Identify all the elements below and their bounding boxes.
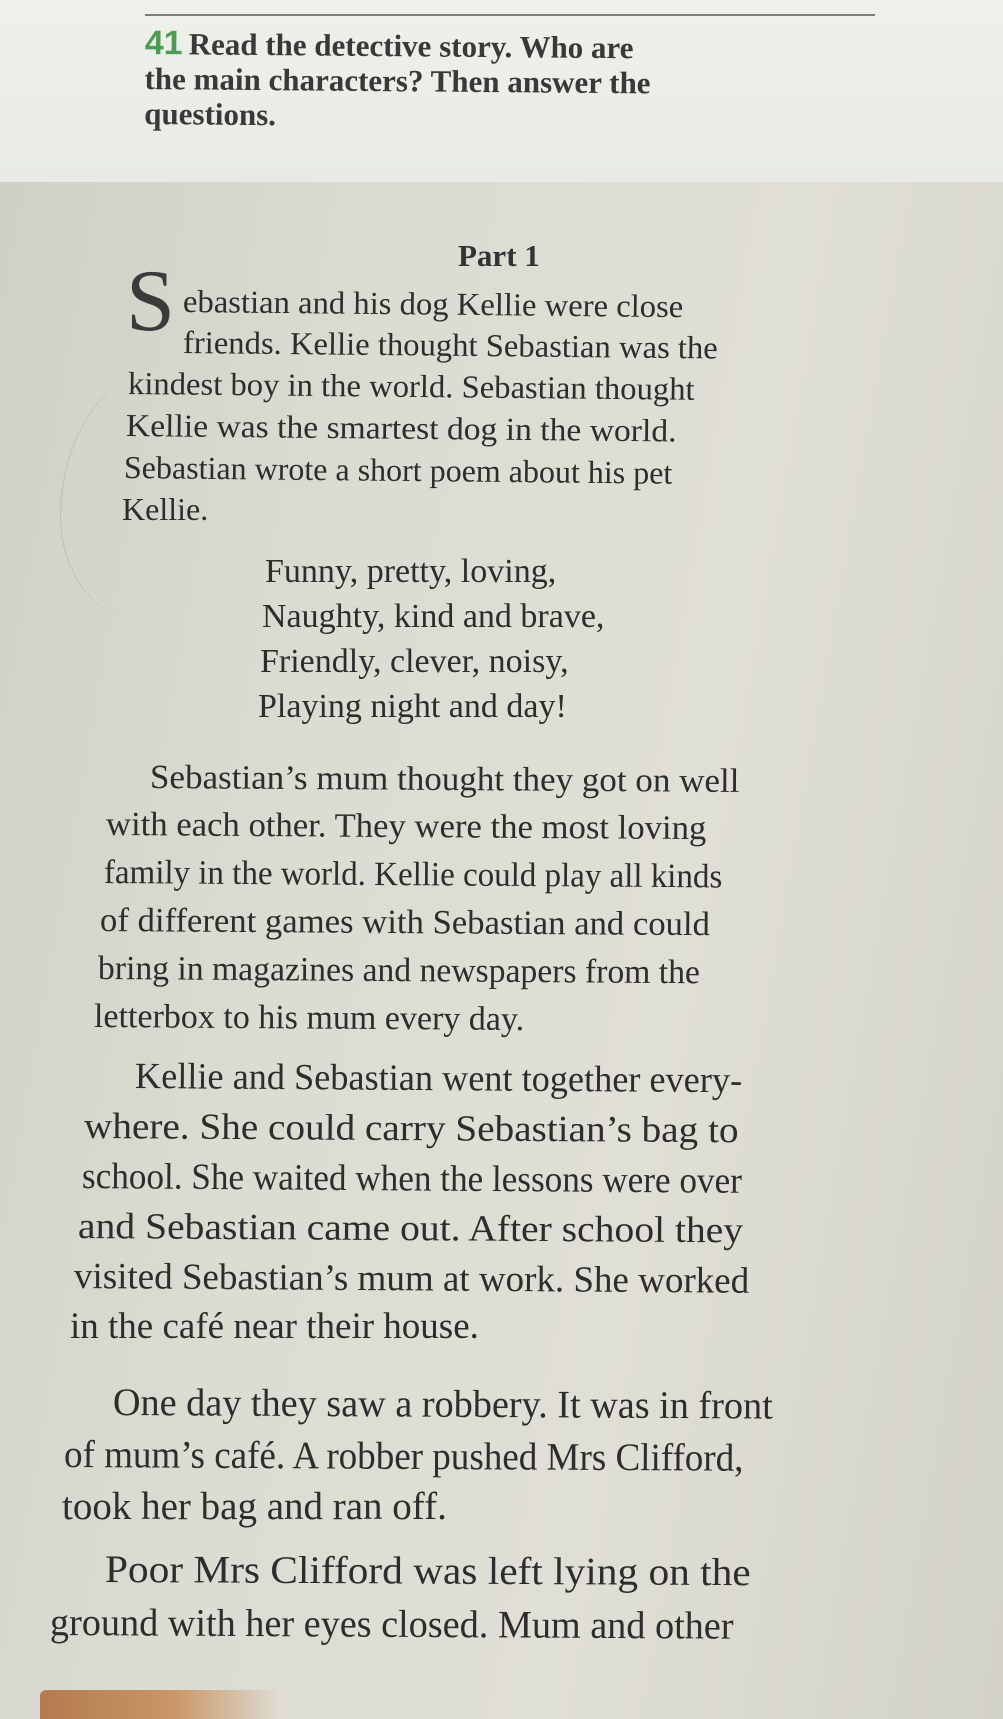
paragraph-line: kindest boy in the world. Sebastian thought	[127, 365, 695, 407]
paragraph-line: Sebastian’s mum thought they got on well	[149, 759, 740, 800]
paragraph-line: bring in magazines and newspapers from the	[97, 950, 701, 992]
exercise-number: 41	[144, 24, 183, 63]
paragraph-line: Kellie.	[122, 491, 209, 527]
paragraph-line: school. She waited when the lessons were over	[81, 1156, 742, 1202]
poem-line: Naughty, kind and brave,	[262, 598, 605, 635]
paragraph-line: where. She could carry Sebastian’s bag to	[83, 1106, 739, 1152]
divider-rule	[145, 14, 875, 16]
instruction-line-1: Read the detective story. Who are	[188, 26, 634, 66]
instruction-line-2: the main characters? Then answer the	[144, 60, 651, 101]
poem-line: Friendly, clever, noisy,	[260, 643, 569, 680]
paragraph-line: Kellie and Sebastian went together every-	[134, 1056, 743, 1102]
exercise-heading	[144, 26, 805, 137]
drop-cap: S	[126, 253, 175, 350]
instruction-line-3: questions.	[144, 95, 277, 133]
paragraph-line: Kellie was the smartest dog in the world.	[125, 407, 677, 449]
paragraph-line: Sebastian wrote a short poem about his pet	[123, 449, 673, 491]
poem-line: Funny, pretty, loving,	[265, 553, 557, 590]
paragraph-line: family in the world. Kellie could play all kinds	[103, 854, 723, 896]
paragraph-line: with each other. They were the most loving	[105, 806, 707, 848]
paragraph-line: and Sebastian came out. After school they	[77, 1206, 744, 1252]
paragraph-line: ground with her eyes closed. Mum and other	[49, 1601, 734, 1648]
paragraph-line: in the café near their house.	[70, 1306, 479, 1347]
paragraph-line: One day they saw a robbery. It was in front	[112, 1381, 773, 1428]
poem-line: Playing night and day!	[258, 688, 567, 725]
part-title: Part 1	[458, 238, 540, 273]
illustration-edge	[40, 1690, 280, 1719]
paragraph-line: ebastian and his dog Kellie were close	[182, 283, 684, 325]
paragraph-line: friends. Kellie thought Sebastian was the	[182, 324, 718, 366]
paragraph-line: letterbox to his mum every day.	[93, 998, 525, 1039]
paragraph-line: of mum’s café. A robber pushed Mrs Clifford,	[63, 1433, 744, 1480]
paragraph-line: Poor Mrs Clifford was left lying on the	[104, 1548, 751, 1595]
paragraph-line: visited Sebastian’s mum at work. She worked	[73, 1256, 750, 1302]
paragraph-line: took her bag and ran off.	[62, 1485, 447, 1528]
paragraph-line: of different games with Sebastian and could	[99, 902, 711, 944]
